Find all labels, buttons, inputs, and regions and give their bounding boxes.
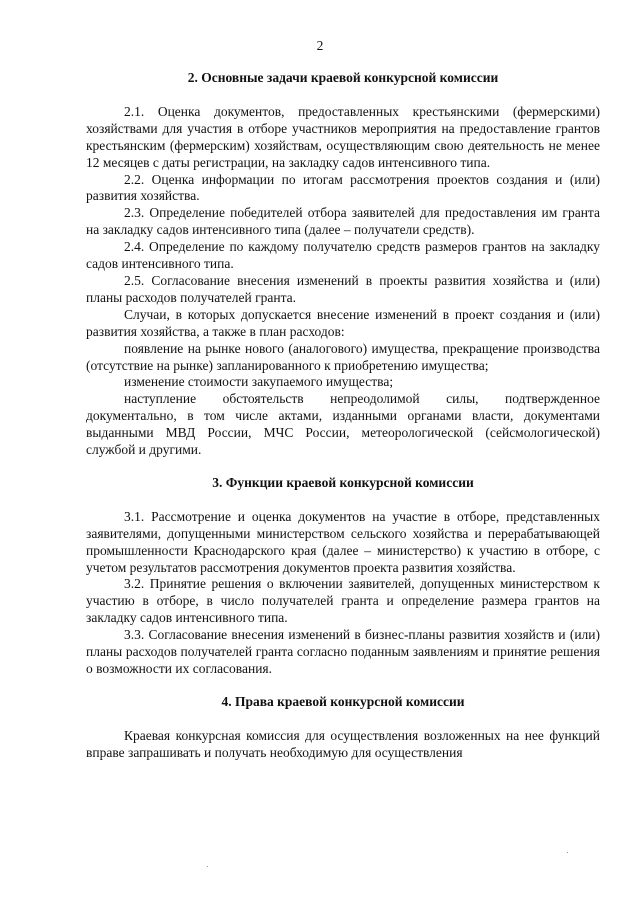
paragraph: появление на рынке нового (аналогового) имущества, прекращение производства (отсутствие на рынке) запланированного к приобретению имущества; xyxy=(86,340,600,373)
paragraph: 2.2. Оценка информации по итогам рассмотрения проектов создания и (или) развития хозяйства. xyxy=(86,171,600,204)
document-body xyxy=(86,70,600,762)
section-heading: 4. Права краевой конкурсной комиссии xyxy=(221,693,465,709)
paragraph: наступление обстоятельств непреодолимой силы, подтвержденное документально, в том числе актами, изданными органами власти, документами выданными МВД России, МЧС России, метеорологической (сейсмологической) службой и другими. xyxy=(86,391,600,458)
paragraph: 3.2. Принятие решения о включении заявителей, допущенных министерством к участию в отборе, в число получателей гранта и определение размера грантов на закладку садов интенсивного типа. xyxy=(86,576,600,626)
paragraph: Краевая конкурсная комиссия для осуществления возложенных на нее функций вправе запрашивать и получать необходимую для осуществления xyxy=(86,727,600,760)
paragraph: 2.3. Определение победителей отбора заявителей для предоставления им гранта на закладку садов интенсивного типа (далее – получатели средств). xyxy=(86,205,600,238)
section-heading: 2. Основные задачи краевой конкурсной комиссии xyxy=(187,70,499,85)
paragraph: Случаи, в которых допускается внесение изменений в проект создания и (или) развития хозяйства, а также в план расходов: xyxy=(86,306,600,339)
paragraph: 3.1. Рассмотрение и оценка документов на участие в отборе, представленных заявителями, допущенными министерством сельского хозяйства и перерабатывающей промышленности Краснодарского края (далее – министерство) к участию в отборе, с учетом результатов рассмотрения документов проекта развития хозяйства. xyxy=(86,508,600,575)
paragraph: 3.3. Согласование внесения изменений в бизнес-планы развития хозяйств и (или) планы расходов получателей гранта согласно поданным заявлениям и принятие решения о возможности их согласования. xyxy=(86,627,600,676)
paragraph: 2.4. Определение по каждому получателю средств размеров грантов на закладку садов интенсивного типа. xyxy=(86,239,600,272)
paragraph: изменение стоимости закупаемого имущества; xyxy=(124,374,394,390)
section-heading: 3. Функции краевой конкурсной комиссии xyxy=(212,474,474,490)
page-number: 2 xyxy=(316,38,324,53)
paragraph: 2.1. Оценка документов, предоставленных крестьянскими (фермерскими) хозяйствами для участия в отборе участников мероприятия на предоставление грантов крестьянским (фермерским) хозяйствам, осуществляющим свою деятельность не менее 12 месяцев с даты регистрации, на закладку садов интенсивного типа. xyxy=(86,103,600,170)
paragraph: 2.5. Согласование внесения изменений в проекты развития хозяйства и (или) планы расходов получателей гранта. xyxy=(86,272,600,305)
